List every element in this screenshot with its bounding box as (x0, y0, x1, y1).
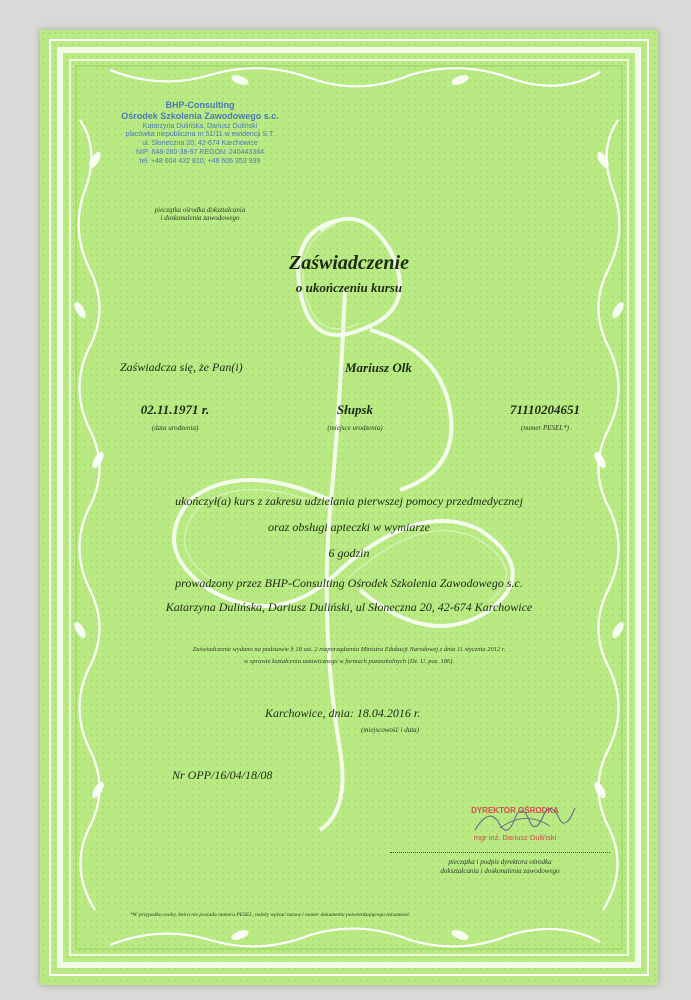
stamp-name: BHP-Consulting (165, 100, 235, 110)
pesel-label: (numer PESEL*) (520, 424, 570, 432)
place-date-label: (miejscowość i data) (361, 726, 419, 734)
birth-date-label: (data urodzenia) (151, 424, 199, 432)
legal-basis-2: w sprawie kształcenia ustawicznego w formach pozaszkolnych (Dz. U. poz. 186). (243, 658, 455, 665)
birth-place-label: (miejsce urodzenia) (327, 424, 383, 432)
person-name: Mariusz Olk (345, 360, 412, 375)
stamp-caption (90, 206, 310, 223)
pesel-number: 71110204651 (509, 402, 581, 417)
stamp-phones: tel. +48 604 432 810, +48 606 353 939 (139, 157, 261, 165)
director-name: mgr inż. Dariusz Duliński (473, 833, 557, 842)
course-line-2: oraz obsługi apteczki w wymiarze (268, 520, 430, 534)
footnote: *W przypadku osoby, która nie posiada numeru PESEL, należy wpisać nazwę i numer dokumentu potwierdzającego tożsamość. (130, 912, 411, 918)
birth-place: Słupsk (336, 402, 374, 417)
signature-line (390, 852, 610, 853)
director-title: DYREKTOR OŚRODKA (471, 806, 559, 815)
stamp-registration: placówka niepubliczna nr 51/11 w ewidencji S.T. (125, 131, 275, 139)
hours-unit: godzin (337, 546, 370, 560)
place-date: Karchowice, dnia: 18.04.2016 r. (265, 706, 421, 720)
stamp-org: Ośrodek Szkolenia Zawodowego s.c. (121, 111, 279, 122)
birth-date: 02.11.1971 r. (140, 402, 210, 417)
course-hours (40, 546, 658, 561)
course-line-1: ukończył(a) kurs z zakresu udzielania pierwszej pomocy przedmedycznej (175, 494, 523, 508)
certificate-subtitle: o ukończeniu kursu (295, 280, 403, 295)
certificate-paper (40, 30, 658, 985)
director-caption (390, 858, 610, 876)
stamp-address: ul. Słoneczna 20, 42-674 Karchowice (142, 140, 258, 147)
certificate-title: Zaświadczenie (289, 252, 409, 274)
legal-basis-1: Zaświadczenie wydano na podstawie § 18 ust. 2 rozporządzenia Ministra Edukacji Narodowej z dnia 11 stycznia 2012 r. (192, 646, 506, 653)
director-caption-line-1: pieczątka i podpis dyrektora ośrodka (448, 858, 552, 866)
intro-text: Zaświadcza się, że Pan(i) (120, 360, 243, 374)
provider-line-1: prowadzony przez BHP-Consulting Ośrodek Szkolenia Zawodowego s.c. (175, 576, 523, 590)
certificate-number: Nr OPP/16/04/18/08 (172, 768, 273, 782)
director-caption-line-2: dokształcania i doskonalenia zawodowego (440, 867, 560, 876)
institution-stamp (90, 100, 310, 166)
stamp-caption-line-1: pieczątka ośrodka dokształcania (154, 206, 246, 214)
director-signature (470, 800, 580, 840)
hours-value: 6 (328, 546, 335, 560)
provider-line-2: Katarzyna Dulińska, Dariusz Duliński, ul Słoneczna 20, 42-674 Karchowice (165, 600, 533, 614)
stamp-owners: Katarzyna Dulińska, Dariusz Duliński (142, 122, 258, 130)
stamp-caption-line-2: i doskonalenia zawodowego (160, 214, 240, 223)
stamp-ids: NIP: 648-260-38-97 REGON: 240443384 (135, 148, 265, 156)
